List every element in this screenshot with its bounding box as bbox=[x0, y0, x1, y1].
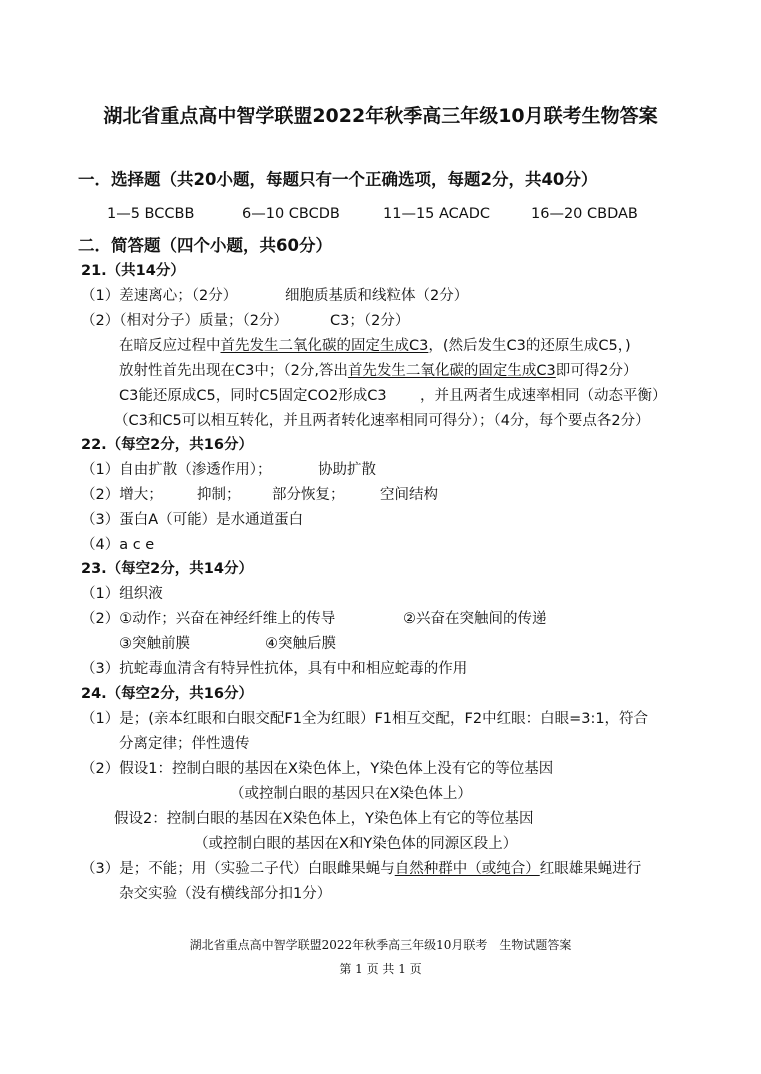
q23-line1: （1）组织液 bbox=[81, 586, 163, 602]
footer-page-number: 第 1 页 共 1 页 bbox=[339, 962, 422, 976]
q22-line1b: 协助扩散 bbox=[318, 462, 376, 478]
q23-line3a: ③突触前膜 bbox=[119, 636, 190, 652]
q21-line1b: 细胞质基质和线粒体（2分） bbox=[285, 288, 469, 304]
answer-group-1: 1—5 BCCBB bbox=[107, 206, 195, 222]
q22-line1a: （1）自由扩散（渗透作用）； bbox=[81, 462, 272, 478]
q21-line2b: C3；（2分） bbox=[330, 313, 410, 329]
q24-line7-underlined: 自然种群中（或纯合） bbox=[394, 861, 540, 877]
q22-line2a: （2）增大； bbox=[81, 487, 163, 503]
q23-line3b: ④突触后膜 bbox=[265, 636, 336, 652]
q24-heading: 24.（每空2分，共16分） bbox=[81, 686, 253, 702]
q24-line7 bbox=[81, 859, 641, 879]
q23-line2a: （2）①动作；兴奋在神经纤维上的传导 bbox=[81, 611, 336, 627]
q23-line2b: ②兴奋在突触间的传递 bbox=[403, 611, 547, 627]
answer-group-3: 11—15 ACADC bbox=[383, 206, 491, 222]
q24-line6: （或控制白眼的基因在X和Y染色体的同源区段上） bbox=[194, 836, 518, 852]
q21-line6: （C3和C5可以相互转化，并且两者转化速率相同可得分）；（4分，每个要点各2分） bbox=[114, 413, 650, 429]
q21-line4-underlined: 首先发生二氧化碳的固定生成C3 bbox=[347, 363, 556, 379]
q22-heading: 22.（每空2分，共16分） bbox=[81, 437, 253, 453]
q21-heading: 21.（共14分） bbox=[81, 263, 185, 279]
q22-line2b: 抑制； bbox=[197, 487, 241, 503]
section2-heading: 二．简答题（四个小题，共60分） bbox=[78, 236, 332, 255]
q24-line1: （1）是；(亲本红眼和白眼交配F1全为红眼）F1相互交配，F2中红眼：白眼=3:1，符合 bbox=[81, 711, 649, 727]
q24-line8: 杂交实验（没有横线部分扣1分） bbox=[119, 886, 332, 902]
q21-line4b: 即可得2分） bbox=[555, 363, 638, 379]
q21-line5a: C3能还原成C5，同时C5固定CO2形成C3 bbox=[119, 388, 387, 404]
q21-line3-underlined: 首先发生二氧化碳的固定生成C3 bbox=[220, 338, 429, 354]
footer-title: 湖北省重点高中智学联盟2022年秋季高三年级10月联考 生物试题答案 bbox=[189, 938, 572, 952]
q21-line4 bbox=[119, 361, 638, 381]
q24-line4: （或控制白眼的基因只在X染色体上） bbox=[230, 786, 472, 802]
page-title: 湖北省重点高中智学联盟2022年秋季高三年级10月联考生物答案 bbox=[103, 105, 658, 127]
q24-line7b: 红眼雄果蝇进行 bbox=[539, 861, 642, 877]
q23-line4: （3）抗蛇毒血清含有特异性抗体，具有中和相应蛇毒的作用 bbox=[81, 661, 468, 677]
q21-line3 bbox=[119, 336, 631, 356]
q24-line2: 分离定律；伴性遗传 bbox=[119, 736, 250, 752]
q24-line5: 假设2：控制白眼的基因在X染色体上，Y染色体上有它的等位基因 bbox=[114, 811, 534, 827]
q22-line2d: 空间结构 bbox=[380, 487, 438, 503]
answer-group-2: 6—10 CBCDB bbox=[242, 206, 340, 222]
q21-line4a: 放射性首先出现在C3中；（2分,答出 bbox=[119, 363, 348, 379]
section1-heading: 一．选择题（共20小题，每题只有一个正确选项，每题2分，共40分） bbox=[78, 170, 598, 189]
q22-line4: （4）a c e bbox=[81, 537, 155, 553]
q21-line5b: ，并且两者生成速率相同（动态平衡） bbox=[420, 388, 667, 404]
q24-line3: （2）假设1：控制白眼的基因在X染色体上，Y染色体上没有它的等位基因 bbox=[81, 761, 554, 777]
q21-line3a: 在暗反应过程中 bbox=[119, 338, 221, 354]
q21-line3b: ，(然后发生C3的还原生成C5，) bbox=[428, 338, 631, 354]
q21-line1a: （1）差速离心；（2分） bbox=[81, 288, 238, 304]
answer-group-4: 16—20 CBDAB bbox=[531, 206, 638, 222]
q22-line2c: 部分恢复； bbox=[272, 487, 345, 503]
q23-heading: 23.（每空2分，共14分） bbox=[81, 561, 253, 577]
q22-line3: （3）蛋白A（可能）是水通道蛋白 bbox=[81, 512, 304, 528]
q24-line7a: （3）是；不能；用（实验二子代）白眼雌果蝇与 bbox=[81, 861, 395, 877]
q21-line2a: （2）（相对分子）质量；（2分） bbox=[81, 313, 288, 329]
